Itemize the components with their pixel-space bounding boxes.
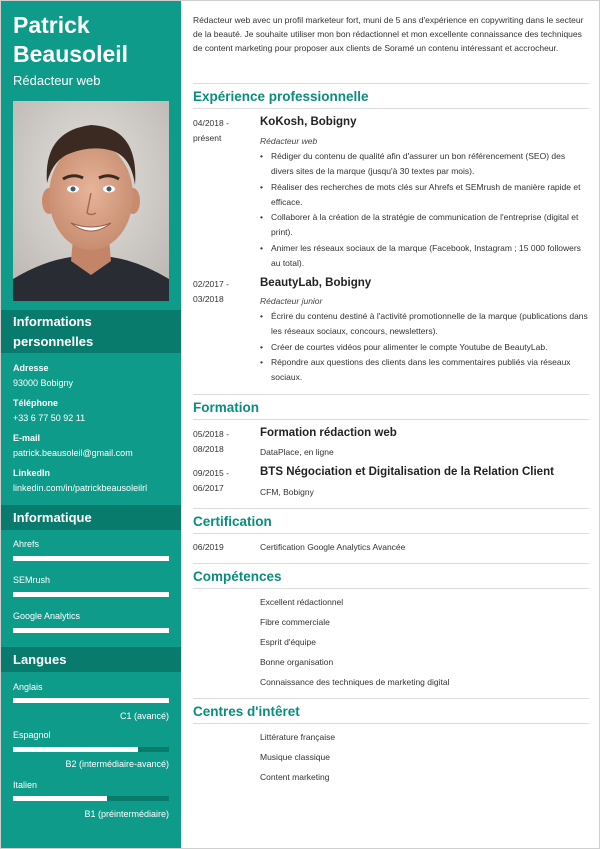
language-bar-fill — [13, 747, 138, 752]
it-skill-bar-fill — [13, 628, 169, 633]
language-label: Anglais — [13, 682, 43, 692]
certification-heading: Certification — [193, 514, 272, 529]
divider — [193, 698, 589, 699]
skill-item: Bonne organisation — [260, 657, 334, 667]
experience-company: KoKosh, Bobigny — [260, 116, 357, 128]
experience-company: BeautyLab, Bobigny — [260, 277, 372, 289]
sidebar — [1, 1, 181, 849]
divider — [193, 508, 589, 509]
it-skill-label: SEMrush — [13, 575, 51, 585]
divider — [193, 533, 589, 534]
education-date-end: 06/2017 — [193, 483, 224, 493]
language-bar-fill — [13, 698, 169, 703]
education-school: CFM, Bobigny — [260, 487, 314, 497]
experience-date — [193, 116, 255, 146]
linkedin-label: LinkedIn — [13, 468, 51, 478]
address-value: 93000 Bobigny — [13, 378, 74, 388]
language-label: Espagnol — [13, 730, 51, 740]
interest-item: Littérature française — [260, 732, 336, 742]
it-skill-bar-fill — [13, 556, 169, 561]
personal-info-heading-line1: Informations — [13, 314, 92, 329]
divider — [193, 419, 589, 420]
interests-heading: Centres d'intêret — [193, 704, 300, 719]
experience-bullets — [260, 309, 589, 386]
experience-bullet: • Collaborer à la création de la stratégie de communication de l'entreprise (digital et print). — [260, 210, 589, 240]
languages-heading: Langues — [1, 647, 181, 672]
language-bar — [13, 747, 169, 752]
email-label: E-mail — [13, 433, 41, 443]
language-label: Italien — [13, 780, 38, 790]
it-skill-bar — [13, 556, 169, 561]
divider — [193, 723, 589, 724]
personal-info-heading-line2: personnelles — [13, 334, 94, 349]
experience-date — [193, 277, 255, 307]
experience-date-start: 04/2018 - — [193, 118, 229, 128]
skills-heading: Compétences — [193, 569, 282, 584]
divider — [193, 394, 589, 395]
divider — [193, 588, 589, 589]
experience-bullet: • Répondre aux questions des clients dans les commentaires publiés via réseaux sociaux. — [260, 355, 589, 385]
experience-date-end: présent — [193, 133, 222, 143]
skill-item: Excellent rédactionnel — [260, 597, 344, 607]
interest-item: Musique classique — [260, 752, 330, 762]
candidate-role: Rédacteur web — [13, 73, 101, 88]
education-heading: Formation — [193, 400, 259, 415]
experience-heading: Expérience professionnelle — [193, 89, 369, 104]
it-skill-bar-fill — [13, 592, 169, 597]
education-title: BTS Négociation et Digitalisation de la Relation Client — [260, 466, 554, 478]
profile-photo — [13, 101, 169, 301]
name-last: Beausoleil — [13, 41, 129, 67]
profile-summary: Rédacteur web avec un profil marketeur fort, muni de 5 ans d'expérience en copywriting dans le secteur de la beauté. Je souhaite utiliser mon bon rédactionnel et mon excellente connaissance des techniques de content marketing pour proposer aux clients de Soramé un contenu intéressant et accrocheur. — [193, 15, 584, 54]
personal-info-heading — [1, 310, 181, 353]
education-date — [193, 427, 255, 457]
language-level: C1 (avancé) — [119, 711, 169, 721]
education-school: DataPlace, en ligne — [260, 447, 334, 457]
education-date-start: 05/2018 - — [193, 429, 229, 439]
skill-item: Connaissance des techniques de marketing digital — [260, 677, 450, 687]
language-level: B1 (préintermédiaire) — [84, 809, 169, 819]
education-date-end: 08/2018 — [193, 444, 224, 454]
certification-name: Certification Google Analytics Avancée — [260, 542, 406, 552]
education-date — [193, 466, 255, 496]
experience-position: Rédacteur web — [260, 136, 318, 146]
skill-item: Esprit d'équipe — [260, 637, 316, 647]
experience-bullet: • Rédiger du contenu de qualité afin d'assurer un bon référencement (SEO) des divers sites de la marque (jusqu'à 30 textes par mois). — [260, 149, 589, 179]
experience-bullets — [260, 149, 589, 271]
education-date-start: 09/2015 - — [193, 468, 229, 478]
experience-bullet: • Écrire du contenu destiné à l'activité promotionnelle de la marque (publications dans les réseaux sociaux, concours, newsletters). — [260, 309, 589, 339]
experience-bullet: • Créer de courtes vidéos pour alimenter le compte Youtube de BeautyLab. — [260, 340, 589, 355]
address-label: Adresse — [13, 363, 49, 373]
phone-value: +33 6 77 50 92 11 — [13, 413, 86, 423]
linkedin-value[interactable]: linkedin.com/in/patrickbeausoleilrl — [13, 483, 148, 493]
it-skill-bar — [13, 592, 169, 597]
divider — [193, 563, 589, 564]
it-skill-bar — [13, 628, 169, 633]
candidate-name — [13, 11, 178, 69]
language-level: B2 (intermédiaire-avancé) — [65, 759, 169, 769]
name-first: Patrick — [13, 12, 90, 38]
divider — [193, 83, 589, 84]
email-value[interactable]: patrick.beausoleil@gmail.com — [13, 448, 133, 458]
interest-item: Content marketing — [260, 772, 330, 782]
experience-bullet: • Réaliser des recherches de mots clés sur Ahrefs et SEMrush de manière rapide et efficace. — [260, 180, 589, 210]
language-bar-fill — [13, 796, 107, 801]
phone-label: Téléphone — [13, 398, 59, 408]
language-bar — [13, 698, 169, 703]
it-skill-label: Google Analytics — [13, 611, 81, 621]
experience-date-start: 02/2017 - — [193, 279, 229, 289]
language-bar — [13, 796, 169, 801]
certification-date: 06/2019 — [193, 542, 224, 552]
it-skill-label: Ahrefs — [13, 539, 40, 549]
education-title: Formation rédaction web — [260, 427, 397, 439]
divider — [193, 108, 589, 109]
experience-date-end: 03/2018 — [193, 294, 224, 304]
experience-position: Rédacteur junior — [260, 296, 323, 306]
it-skills-heading: Informatique — [1, 505, 181, 530]
skill-item: Fibre commerciale — [260, 617, 330, 627]
experience-bullet: • Animer les réseaux sociaux de la marque (Facebook, Instagram ; 15 000 followers au total). — [260, 241, 589, 271]
